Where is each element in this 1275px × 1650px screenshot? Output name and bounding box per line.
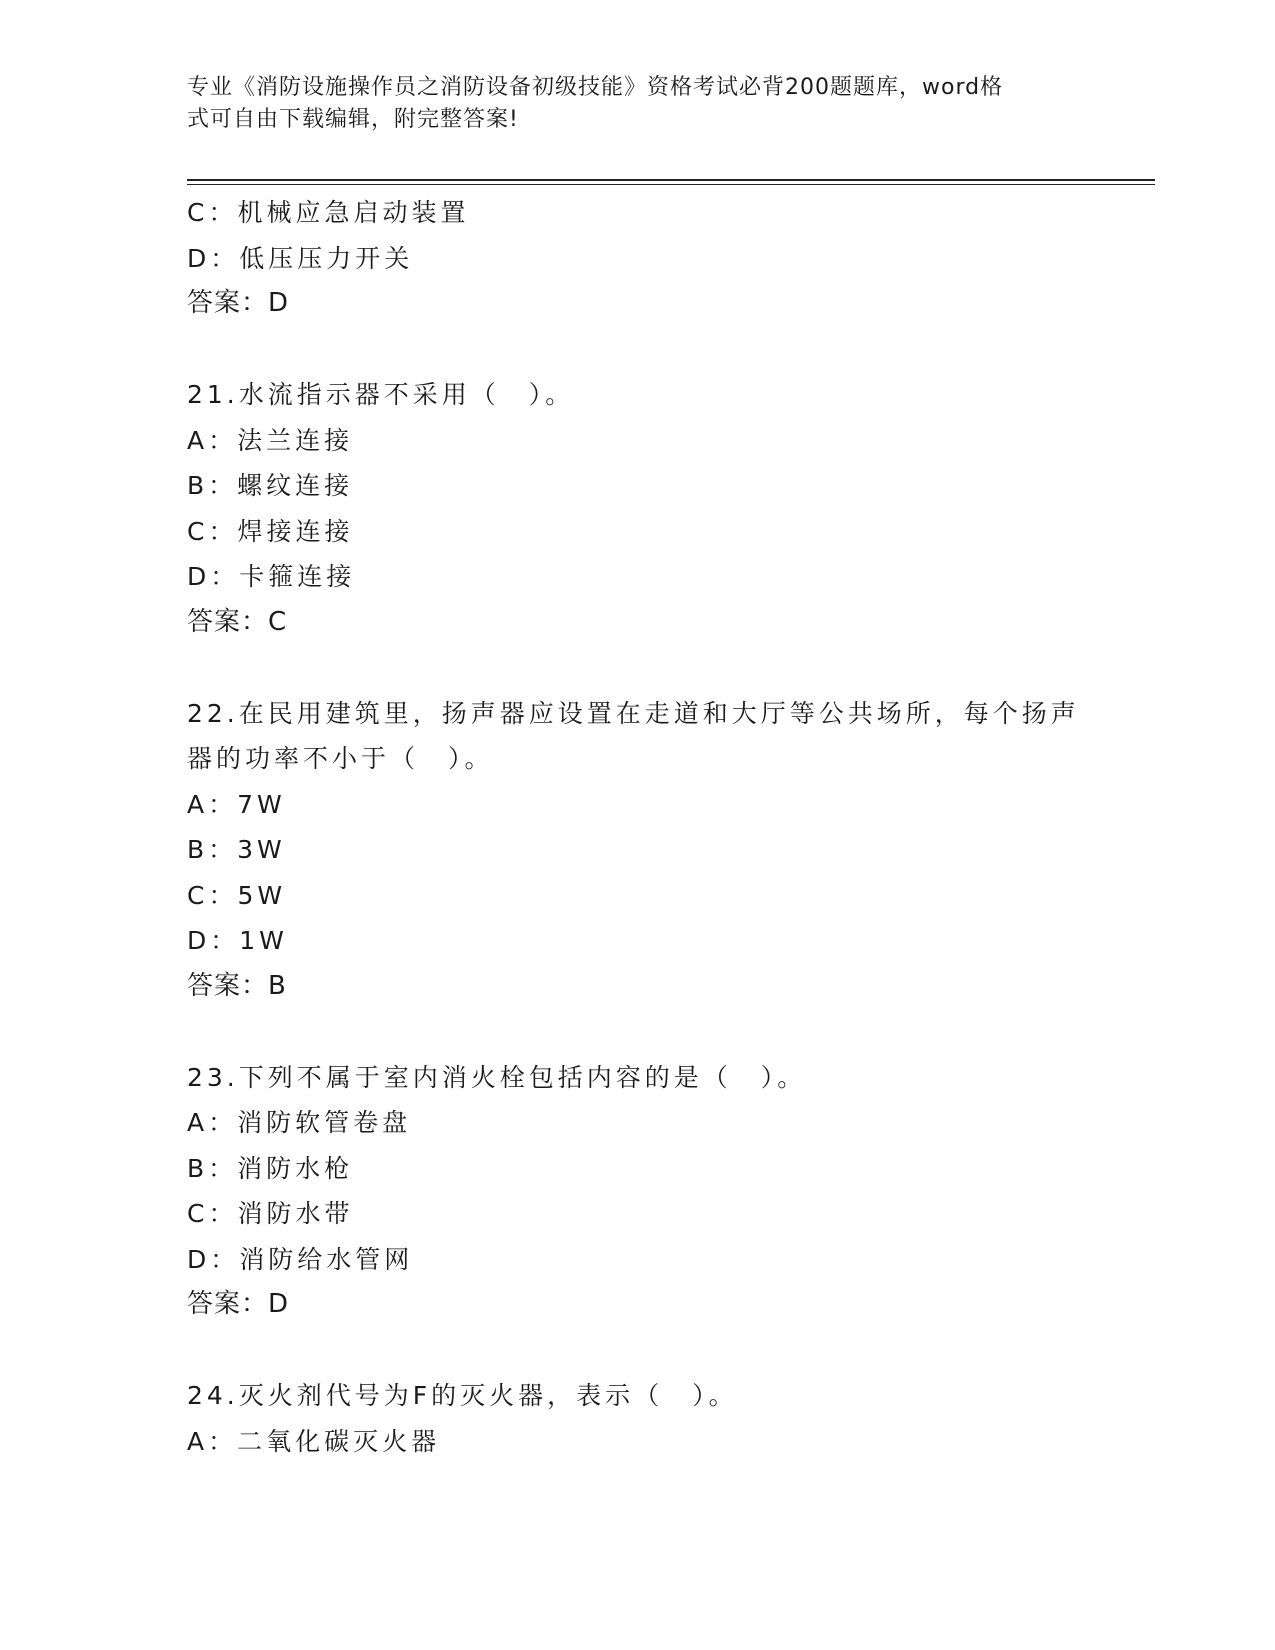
spacer	[187, 327, 1087, 373]
header-divider-thin	[187, 184, 1155, 185]
spacer	[187, 1328, 1087, 1374]
option-d: D：低压压力开关	[187, 243, 414, 273]
answer: 答案：D	[187, 1289, 290, 1319]
document-header	[187, 72, 1067, 136]
spacer	[187, 645, 1087, 691]
question-block-23	[187, 1055, 1087, 1328]
header-line-2: 式可自由下载编辑，附完整答案!	[187, 107, 519, 132]
option-c: C：5W	[187, 880, 287, 910]
header-line-1: 专业《消防设施操作员之消防设备初级技能》资格考试必背200题题库，word格	[187, 75, 1004, 100]
option-d: D：1W	[187, 926, 288, 955]
option-c: C：机械应急启动装置	[187, 198, 470, 227]
option-d: D：消防给水管网	[187, 1244, 414, 1274]
option-a: A：7W	[187, 789, 286, 819]
option-a: A：法兰连接	[187, 425, 354, 455]
option-b: B：消防水枪	[187, 1153, 354, 1183]
option-c: C：消防水带	[187, 1199, 354, 1228]
question-block-22	[187, 691, 1087, 1010]
question-text: 21.水流指示器不采用（ ）。	[187, 380, 575, 409]
option-d: D：卡箍连接	[187, 562, 356, 591]
option-b: B：螺纹连接	[187, 471, 354, 500]
question-block-24	[187, 1373, 1087, 1464]
question-list	[187, 190, 1087, 1464]
question-text: 22.在民用建筑里，扬声器应设置在走道和大厅等公共场所，每个扬声	[187, 698, 1080, 728]
question-text: 23.下列不属于室内消火栓包括内容的是（ ）。	[187, 1062, 807, 1092]
spacer	[187, 1009, 1087, 1055]
header-divider-thick	[187, 179, 1155, 181]
question-block-21	[187, 372, 1087, 645]
option-a: A：二氧化碳灭火器	[187, 1426, 441, 1456]
answer: 答案：C	[187, 606, 288, 637]
question-text: 24.灭火剂代号为F的灭火器，表示（ ）。	[187, 1381, 738, 1410]
question-text-continued: 器的功率不小于（ ）。	[187, 744, 494, 773]
option-a: A：消防软管卷盘	[187, 1108, 412, 1137]
option-c: C：焊接连接	[187, 516, 354, 546]
option-b: B：3W	[187, 835, 286, 864]
answer: 答案：D	[187, 288, 290, 318]
answer: 答案：B	[187, 970, 287, 1001]
question-block-prev	[187, 190, 1087, 327]
